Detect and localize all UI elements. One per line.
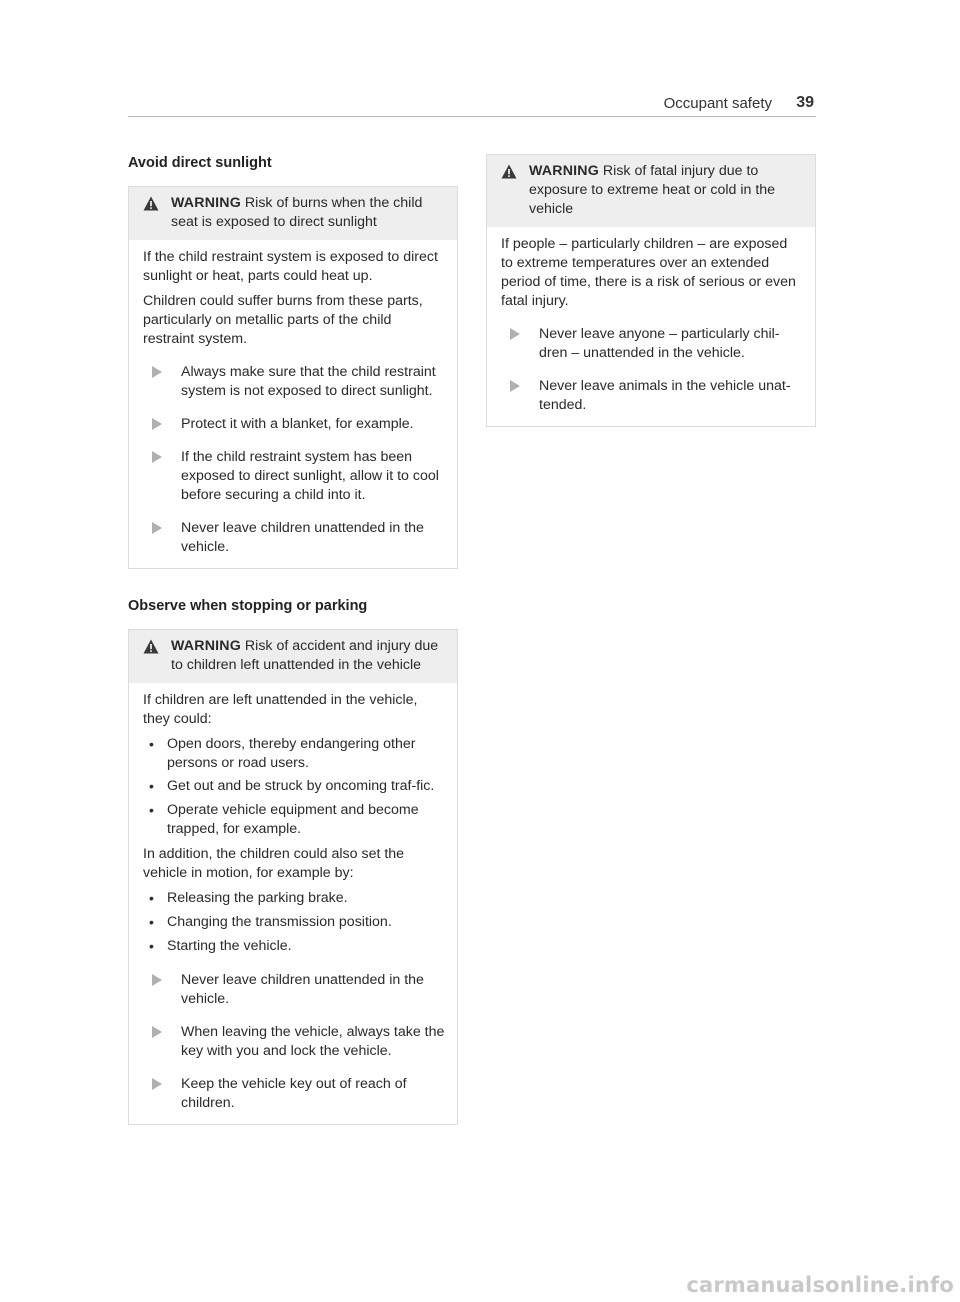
arrow-right-icon xyxy=(509,328,521,340)
list-item xyxy=(143,889,445,909)
left-column xyxy=(128,154,458,1125)
arrow-right-icon xyxy=(151,974,163,986)
instruction-step xyxy=(143,448,445,505)
step-text: Never leave children unattended in the vehicle. xyxy=(181,520,424,555)
warning-label: WARNING xyxy=(171,638,241,654)
warning-triangle-icon xyxy=(501,164,517,179)
list-item-text: Operate vehicle equipment and become trapped, for example. xyxy=(167,802,419,837)
instruction-step xyxy=(143,415,445,434)
arrow-right-icon xyxy=(151,418,163,430)
step-text: When leaving the vehicle, always take the key with you and lock the vehicle. xyxy=(181,1024,445,1059)
heading-avoid-sunlight: Avoid direct sunlight xyxy=(128,155,272,171)
page-number: 39 xyxy=(796,94,814,111)
step-text: Always make sure that the child restraint system is not exposed to direct sunlight. xyxy=(181,364,436,399)
arrow-right-icon xyxy=(151,1026,163,1038)
section-title: Occupant safety xyxy=(663,95,772,112)
right-column xyxy=(486,154,816,427)
list-item xyxy=(143,937,445,957)
warning-triangle-icon xyxy=(143,196,159,211)
list-item-text: Starting the vehicle. xyxy=(167,938,292,954)
warning-label: WARNING xyxy=(171,195,241,211)
paragraph: If the child restraint system is exposed to direct sunlight or heat, parts could heat up. xyxy=(143,249,438,284)
instruction-step xyxy=(143,971,445,1009)
arrow-right-icon xyxy=(151,451,163,463)
list-item-text: Get out and be struck by oncoming traf-fic. xyxy=(167,778,435,794)
warning-title-text: Risk of fatal injury due to exposure to extreme heat or cold in the vehicle xyxy=(529,163,776,217)
step-text: If the child restraint system has been exposed to direct sunlight, allow it to cool before securing a child into it. xyxy=(181,449,439,503)
warning-title-text: Risk of accident and injury due to children left unattended in the vehicle xyxy=(171,638,439,673)
instruction-step xyxy=(143,1075,445,1113)
warning-title-text: Risk of burns when the child seat is exposed to direct sunlight xyxy=(171,195,423,230)
arrow-right-icon xyxy=(151,366,163,378)
paragraph: If people – particularly children – are exposed to extreme temperatures over an extended period of time, there is a risk of serious or even fatal injury. xyxy=(501,236,796,309)
step-text: Never leave animals in the vehicle unat-tended. xyxy=(539,378,791,413)
warning-title xyxy=(529,162,803,219)
warning-body xyxy=(487,227,815,426)
paragraph: In addition, the children could also set the vehicle in motion, for example by: xyxy=(143,846,405,881)
paragraph: Children could suffer burns from these parts, particularly on metallic parts of the child restraint system. xyxy=(143,293,423,347)
arrow-right-icon xyxy=(509,380,521,392)
arrow-right-icon xyxy=(151,1078,163,1090)
heading-stopping-parking: Observe when stopping or parking xyxy=(128,598,368,614)
warning-label: WARNING xyxy=(529,163,599,179)
warning-triangle-icon xyxy=(143,639,159,654)
list-item-text: Releasing the parking brake. xyxy=(167,890,348,906)
arrow-right-icon xyxy=(151,522,163,534)
warning-title xyxy=(171,194,445,232)
paragraph: If children are left unattended in the vehicle, they could: xyxy=(143,692,418,727)
warning-box-extreme-temperature xyxy=(486,154,816,427)
page-header xyxy=(128,94,816,117)
list-item xyxy=(143,777,445,797)
list-item-text: Changing the transmission position. xyxy=(167,914,392,930)
list-item xyxy=(143,735,445,773)
warning-header xyxy=(129,630,457,683)
warning-body xyxy=(129,240,457,568)
list-item xyxy=(143,913,445,933)
instruction-step xyxy=(143,363,445,401)
warning-body xyxy=(129,683,457,1124)
bullet-list xyxy=(143,889,445,957)
warning-header xyxy=(487,155,815,227)
step-text: Never leave children unattended in the vehicle. xyxy=(181,972,424,1007)
instruction-step xyxy=(143,519,445,557)
step-text: Protect it with a blanket, for example. xyxy=(181,416,414,432)
warning-box-burns xyxy=(128,186,458,569)
instruction-step xyxy=(501,325,803,363)
step-text: Keep the vehicle key out of reach of children. xyxy=(181,1076,407,1111)
warning-header xyxy=(129,187,457,240)
watermark: carmanualsonline.info xyxy=(686,1273,954,1297)
instruction-step xyxy=(143,1023,445,1061)
step-text: Never leave anyone – particularly chil-dren – unattended in the vehicle. xyxy=(539,326,780,361)
warning-box-unattended-children xyxy=(128,629,458,1125)
list-item-text: Open doors, thereby endangering other persons or road users. xyxy=(167,736,416,771)
bullet-list xyxy=(143,735,445,839)
list-item xyxy=(143,801,445,839)
warning-title xyxy=(171,637,445,675)
instruction-step xyxy=(501,377,803,415)
